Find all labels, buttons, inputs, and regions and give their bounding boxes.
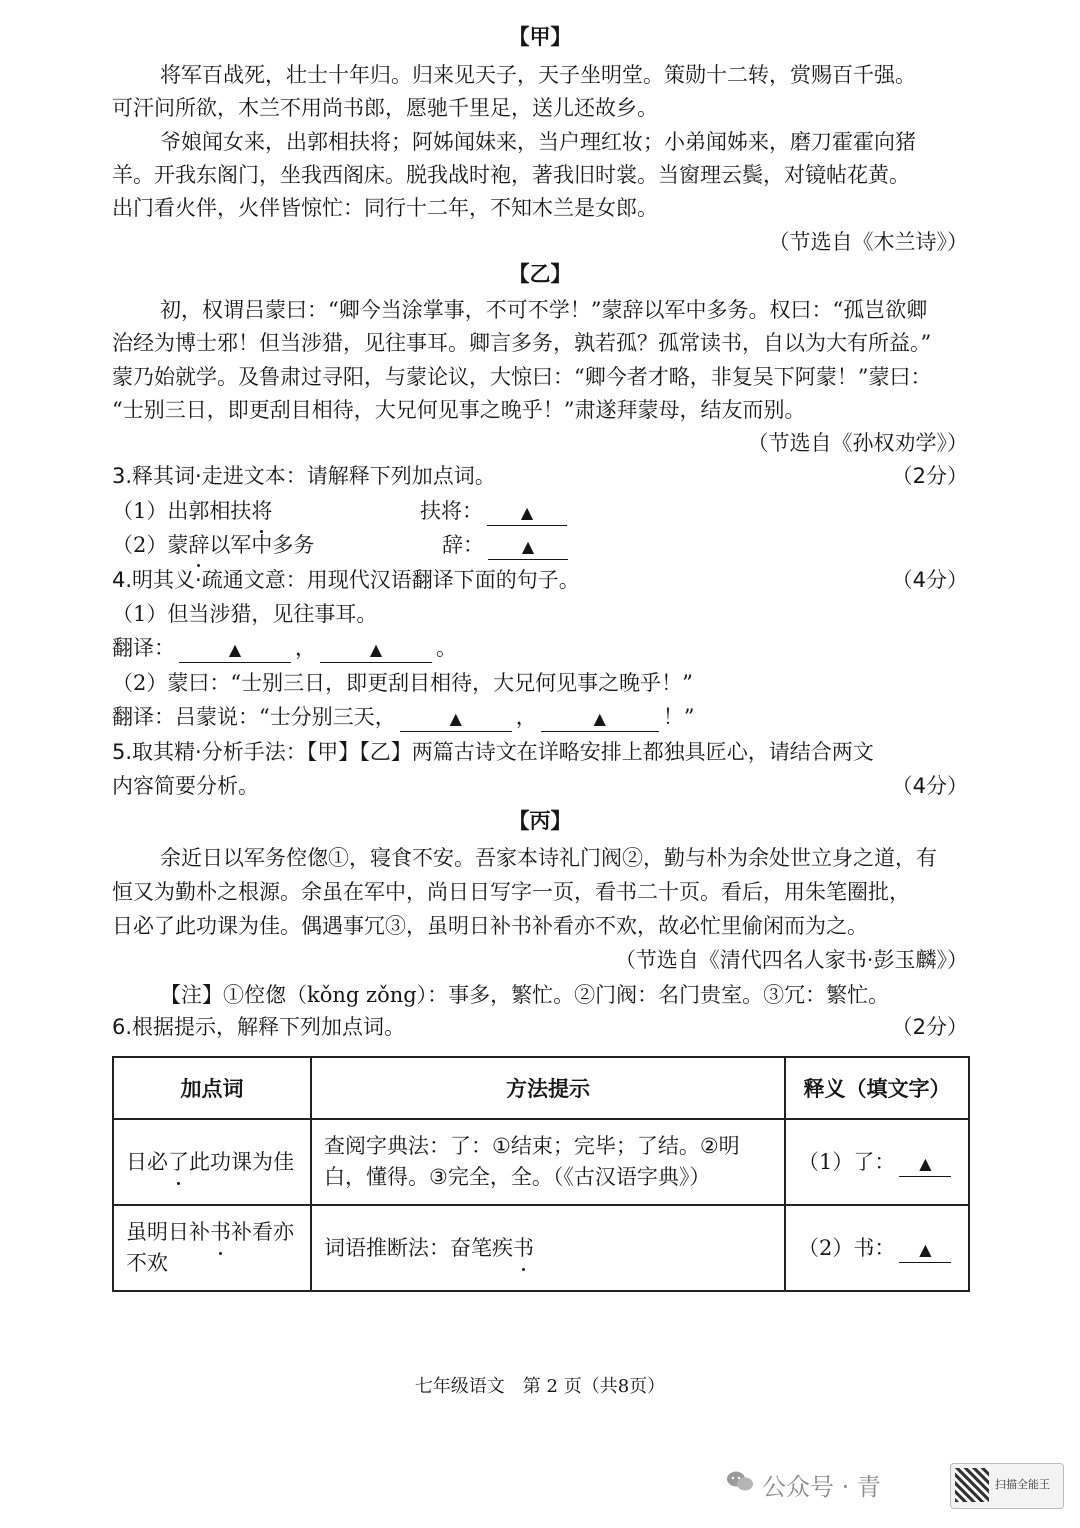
yi-line2: 治经为博士邪！但当涉猎，见往事耳。卿言多务，孰若孤？孤常读书，自以为大有所益。” (112, 331, 932, 355)
q4-translation1-label: 翻译： (112, 636, 175, 660)
q3-item2-text-b: 以军中多务 (209, 533, 315, 557)
q3-answer2-label: 辞： (442, 533, 484, 557)
row1-word-a: 日必 (126, 1149, 168, 1174)
section-title-yi: 【乙】 (508, 261, 572, 286)
section-title-jia: 【甲】 (508, 24, 572, 49)
row2-hint-a: 词语推断法：奋笔疾 (324, 1235, 513, 1260)
row2-word-a: 虽明日补 (126, 1220, 210, 1244)
row1-hint: 查阅字典法：了：①结束；完毕；了结。②明白，懂得。③完全，全。（《古汉语字典》） (311, 1119, 785, 1205)
q3-answer1 (420, 496, 571, 526)
row1-answer-blank[interactable] (899, 1150, 951, 1177)
row2-word-b: 补看亦不欢 (126, 1220, 294, 1275)
row1-answer (785, 1119, 969, 1205)
row1-word (113, 1119, 311, 1205)
table-row (113, 1119, 969, 1205)
q3-score: （2分） (891, 464, 968, 488)
row2-word (113, 1205, 311, 1291)
q3-item1-dotted-char: 将 (251, 496, 272, 526)
scanner-badge (950, 1463, 1064, 1509)
triangle-icon: ▲ (919, 1153, 932, 1173)
q4-score: （4分） (891, 568, 968, 592)
q4-translation1 (112, 633, 457, 663)
yi-line1: 初，权谓吕蒙曰：“卿今当涂掌事，不可不学！”蒙辞以军中多务。权曰：“孤岂欲卿 (160, 298, 928, 322)
q3-item1-text: （1）出郭相扶 (112, 499, 252, 523)
q4-translation2 (112, 702, 695, 732)
jia-p1-line1: 将军百战死，壮士十年归。归来见天子，天子坐明堂。策勋十二转，赏赐百千强。 (160, 63, 916, 87)
bing-line3: 日必了此功课为佳。偶遇事冗③，虽明日补书补看亦不欢，故必忙里偷闲而为之。 (112, 914, 868, 938)
row2-answer (785, 1205, 969, 1291)
q4-translation2-label: 翻译：吕蒙说：“士分别三天， (112, 705, 396, 729)
q3-answer1-label: 扶将： (420, 499, 483, 523)
scanner-badge-label: 扫描全能王 (995, 1478, 1050, 1491)
row2-answer-label: （2）书： (798, 1235, 896, 1260)
jia-source: （节选自《木兰诗》） (768, 230, 968, 254)
q5-line1: 5.取其精·分析手法：【甲】【乙】两篇古诗文在详略安排上都独具匠心，请结合两文 (112, 740, 874, 764)
section-title-bing: 【丙】 (508, 808, 572, 833)
q5-score: （4分） (891, 774, 968, 798)
q4-title: 4.明其义·疏通文意：用现代汉语翻译下面的句子。 (112, 568, 580, 592)
row1-word-b: 此功课为佳 (189, 1149, 294, 1174)
q4-t2-blank2[interactable] (541, 705, 659, 732)
jia-p2-line3: 出门看火伴，火伴皆惊忙：同行十二年，不知木兰是女郎。 (112, 196, 658, 220)
triangle-icon: ▲ (593, 709, 606, 728)
bing-line1: 余近日以军务倥偬①，寝食不安。吾家本诗礼门阀②，勤与朴为余处世立身之道，有 (160, 846, 937, 870)
table-row (113, 1205, 969, 1291)
table-header-row (113, 1057, 969, 1119)
header-dotted-word: 加点词 (113, 1057, 311, 1119)
triangle-icon: ▲ (228, 640, 242, 659)
q4-t2-blank1[interactable] (400, 705, 512, 732)
bing-line2: 恒又为勤朴之根源。余虽在军中，尚日日写字一页，看书二十页。看后，用朱笔圈批， (112, 880, 910, 904)
page-footer: 七年级语文 第 2 页（共8页） (414, 1376, 666, 1397)
q4-t1-blank1[interactable] (179, 636, 291, 663)
q4-sentence2: （2）蒙曰：“士别三日，即更刮目相待，大兄何见事之晚乎！” (112, 671, 693, 695)
q3-answer2 (442, 530, 572, 560)
q4-t2-end: ！” (662, 705, 695, 729)
row1-answer-label: （1）了： (798, 1149, 896, 1174)
row1-dotted-char: 了 (168, 1147, 189, 1178)
row2-answer-blank[interactable] (899, 1236, 951, 1263)
q4-t1-comma: ， (295, 636, 316, 660)
q6-table (112, 1056, 970, 1292)
row2-hint-dotted-char: 书 (513, 1233, 534, 1264)
yi-line4: “士别三日，即更刮目相待，大兄何见事之晚乎！”肃遂拜蒙母，结友而别。 (112, 398, 806, 422)
q3-item2 (112, 530, 314, 560)
header-method-hint: 方法提示 (311, 1057, 785, 1119)
watermark-text: 公众号 · 青 (762, 1473, 881, 1501)
qr-code-icon (955, 1468, 989, 1502)
yi-line3: 蒙乃始就学。及鲁肃过寻阳，与蒙论议，大惊曰：“卿今者才略，非复吴下阿蒙！”蒙曰： (112, 365, 932, 389)
jia-p1-line2: 可汗问所欲，木兰不用尚书郎，愿驰千里足，送儿还故乡。 (112, 96, 658, 120)
q3-item1 (112, 496, 272, 526)
triangle-icon: ▲ (449, 709, 462, 728)
header-meaning: 释义（填文字） (785, 1057, 969, 1119)
bing-source: （节选自《清代四名人家书·彭玉麟》） (614, 948, 968, 972)
q4-t1-period: 。 (436, 636, 457, 660)
triangle-icon: ▲ (520, 503, 534, 522)
yi-source: （节选自《孙权劝学》） (747, 431, 968, 455)
q4-t1-blank2[interactable] (320, 636, 432, 663)
jia-p2-line2: 羊。开我东阁门，坐我西阁床。脱我战时袍，著我旧时裳。当窗理云鬓，对镜帖花黄。 (112, 163, 910, 187)
q3-answer1-blank[interactable] (487, 499, 567, 526)
q3-title: 3.释其词·走进文本：请解释下列加点词。 (112, 464, 496, 488)
q3-item2-dotted-char: 辞 (188, 530, 209, 560)
bing-note: 【注】①倥偬（kǒng zǒng）：事多，繁忙。②门阀：名门贵室。③冗：繁忙。 (160, 983, 890, 1007)
triangle-icon: ▲ (369, 640, 383, 659)
q4-sentence1: （1）但当涉猎，见往事耳。 (112, 602, 378, 626)
q3-answer2-blank[interactable] (488, 533, 568, 560)
q3-item2-text-a: （2）蒙 (112, 533, 189, 557)
wechat-icon (726, 1470, 754, 1492)
triangle-icon: ▲ (919, 1239, 932, 1259)
q4-t2-comma: ， (515, 705, 537, 729)
row2-dotted-char: 书 (210, 1217, 231, 1248)
q6-title: 6.根据提示，解释下列加点词。 (112, 1015, 406, 1039)
triangle-icon: ▲ (521, 537, 535, 556)
row2-hint (311, 1205, 785, 1291)
q6-score: （2分） (891, 1015, 968, 1039)
jia-p2-line1: 爷娘闻女来，出郭相扶将；阿姊闻妹来，当户理红妆；小弟闻姊来，磨刀霍霍向猪 (160, 130, 916, 154)
q5-line2: 内容简要分析。 (112, 774, 259, 798)
